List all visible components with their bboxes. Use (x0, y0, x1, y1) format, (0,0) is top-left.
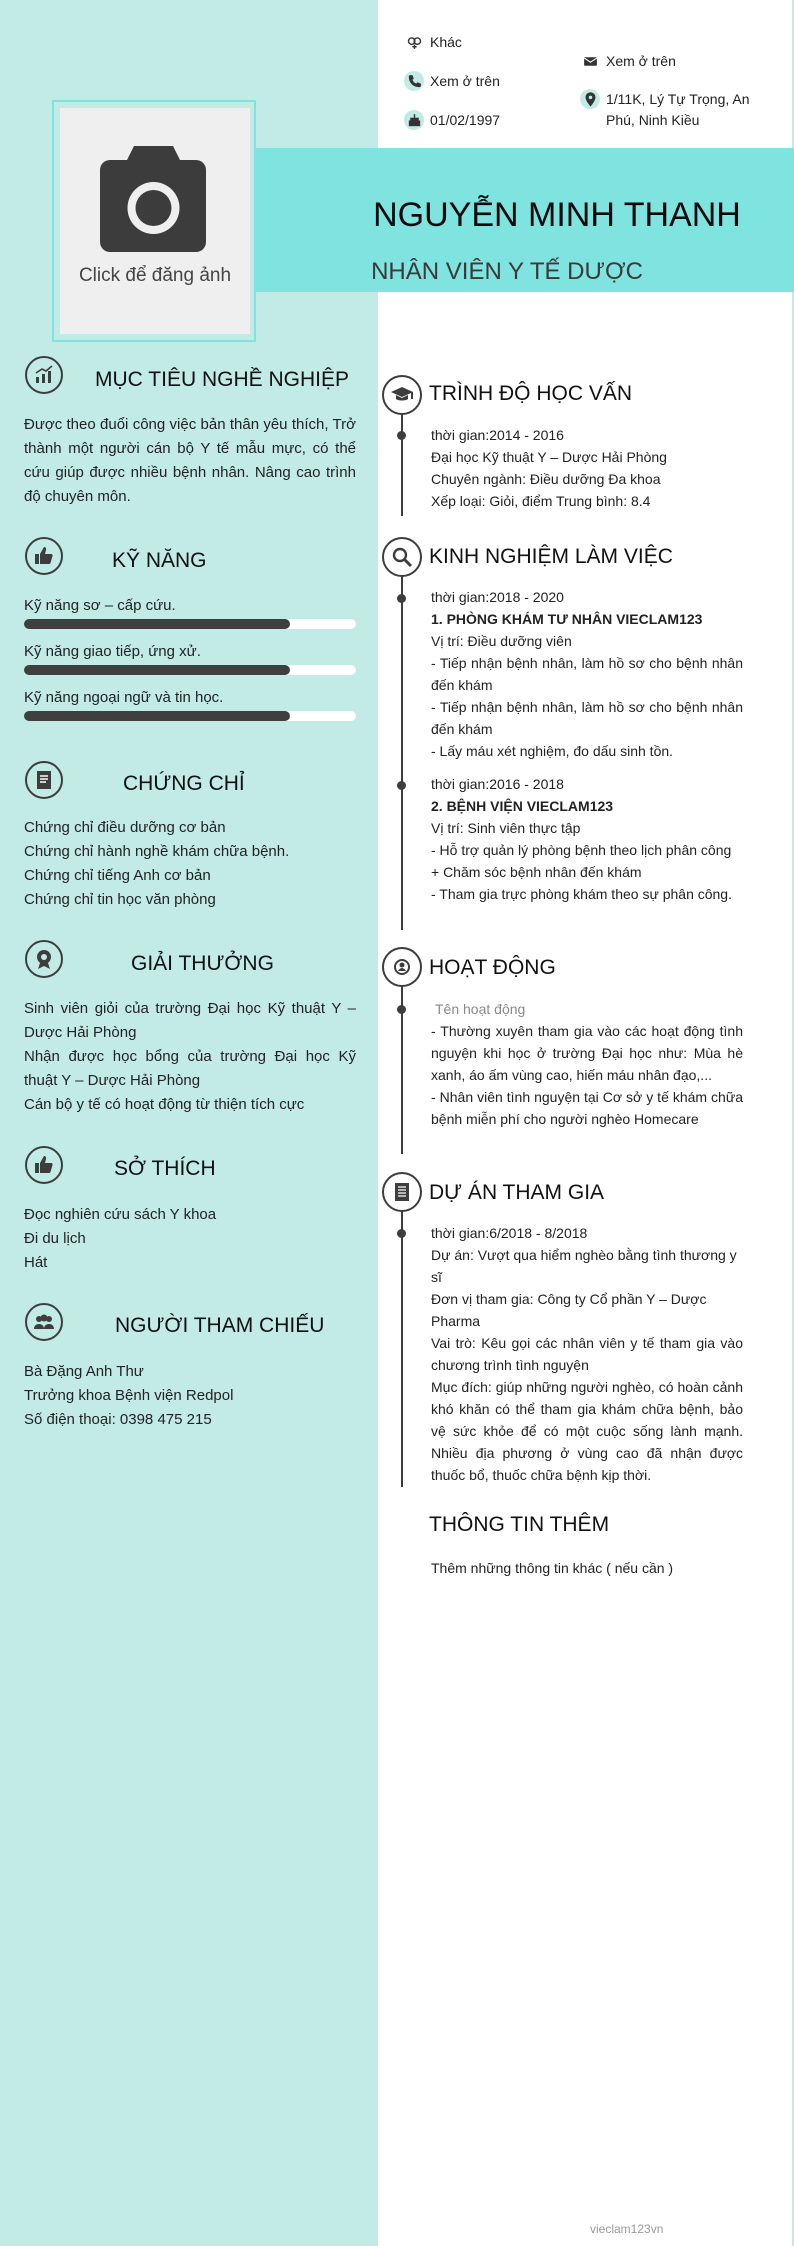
contact-address (580, 89, 760, 131)
job-role: Vị trí: Điều dưỡng viên (431, 633, 572, 649)
awards-title: GIẢI THƯỞNG (131, 952, 274, 975)
activities-timeline (401, 968, 403, 1154)
phone-icon (404, 71, 424, 91)
award-item: Cán bộ y tế có hoạt động từ thiện tích cực (24, 1096, 305, 1113)
contact-phone (404, 71, 500, 92)
job-duty: - Tiếp nhận bệnh nhân, làm hồ sơ cho bệnh nhân đến khám (431, 655, 743, 693)
objective-title: MỤC TIÊU NGHỀ NGHIỆP (95, 368, 349, 391)
education-dot (397, 431, 406, 440)
award-item: Sinh viên giỏi của trường Đại học Kỹ thuật Y – Dược Hải Phòng (24, 1000, 356, 1041)
contact-birthday (404, 110, 500, 131)
address-value: 1/11K, Lý Tự Trọng, An Phú, Ninh Kiều (606, 91, 750, 128)
job-dot (397, 781, 406, 790)
education-school: Đại học Kỹ thuật Y – Dược Hải Phòng (431, 449, 667, 465)
graduation-cap-icon (390, 383, 414, 407)
chart-growth-icon (32, 363, 56, 387)
skill-level-track (24, 619, 356, 629)
job-duty: - Hỗ trợ quản lý phòng bệnh theo lịch phân công (431, 842, 732, 858)
education-details (431, 424, 743, 512)
certificate-document-icon (32, 768, 56, 792)
awards-icon-wrap (25, 940, 63, 978)
project-org: Đơn vị tham gia: Công ty Cổ phần Y – Dược Pharma (431, 1291, 707, 1329)
reference-item: Số điện thoại: 0398 475 215 (24, 1411, 212, 1428)
email-value: Xem ở trên (606, 53, 676, 69)
reference-item: Bà Đặng Anh Thư (24, 1363, 144, 1380)
education-time: thời gian:2014 - 2016 (431, 427, 564, 443)
awards-list (24, 997, 356, 1117)
job-duty: - Lấy máu xét nghiệm, đo dấu sinh tồn. (431, 743, 674, 759)
project-dot (397, 1229, 406, 1238)
activity-item: - Thường xuyên tham gia vào các hoạt động tình nguyện khi học ở trường Đại học như: Mùa hè xanh, áo ấm vùng cao, hiến máu nhân đạo,... (431, 1023, 743, 1083)
birthday-cake-icon (404, 110, 424, 130)
candidate-position: NHÂN VIÊN Y TẾ DƯỢC (371, 258, 643, 285)
job-time: thời gian:2018 - 2020 (431, 589, 564, 605)
additional-title: THÔNG TIN THÊM (429, 1513, 610, 1536)
hobbies-icon-wrap (25, 1146, 63, 1184)
job-duty: - Tham gia trực phòng khám theo sự phân công. (431, 886, 732, 902)
phone-value: Xem ở trên (430, 73, 500, 89)
projects-title: DỰ ÁN THAM GIA (429, 1181, 605, 1204)
references-icon-wrap (25, 1303, 63, 1341)
hobby-item: Hát (24, 1254, 48, 1271)
projects-icon-wrap (382, 1172, 422, 1212)
project-list-icon (390, 1180, 414, 1204)
certificate-item: Chứng chỉ tin học văn phòng (24, 891, 216, 908)
thumbs-up-icon (32, 544, 56, 568)
skill-level-fill (24, 665, 290, 675)
people-group-icon (32, 1310, 56, 1334)
project-role: Vai trò: Kêu gọi các nhân viên y tế tham gia vào chương trình tình nguyện (431, 1335, 743, 1373)
job-duty: - Tiếp nhận bệnh nhân, làm hồ sơ cho bệnh nhân đến khám (431, 699, 743, 737)
certificate-item: Chứng chỉ tiếng Anh cơ bản (24, 867, 211, 884)
watermark: vieclam123vn (590, 2222, 664, 2236)
hobby-item: Đi du lịch (24, 1230, 86, 1247)
thumbs-up-icon (32, 1153, 56, 1177)
activity-people-icon (390, 955, 414, 979)
activity-dot (397, 1005, 406, 1014)
activity-item: - Nhân viên tình nguyện tại Cơ sở y tế khám chữa bệnh miễn phí cho người nghèo Homecare (431, 1089, 743, 1127)
award-item: Nhận được học bổng của trường Đại học Kỹ thuật Y – Dược Hải Phòng (24, 1048, 356, 1089)
job-time: thời gian:2016 - 2018 (431, 776, 564, 792)
email-icon (580, 51, 600, 71)
camera-icon[interactable] (96, 140, 211, 260)
job-entry-2 (431, 773, 743, 905)
experience-title: KINH NGHIỆM LÀM VIỆC (429, 545, 673, 568)
skill-level-track (24, 665, 356, 675)
education-major: Chuyên ngành: Điều dưỡng Đa khoa (431, 471, 661, 487)
skill-label: Kỹ năng ngoại ngữ và tin học. (24, 689, 224, 706)
project-time: thời gian:6/2018 - 8/2018 (431, 1225, 588, 1241)
education-title: TRÌNH ĐỘ HỌC VẤN (429, 382, 633, 405)
skill-label: Kỹ năng giao tiếp, ứng xử. (24, 643, 201, 660)
job-duty: + Chăm sóc bệnh nhân đến khám (431, 864, 642, 880)
hobbies-list (24, 1203, 356, 1275)
award-medal-icon (32, 947, 56, 971)
certificate-item: Chứng chỉ hành nghề khám chữa bệnh. (24, 843, 290, 860)
job-company: 1. PHÒNG KHÁM TƯ NHÂN VIECLAM123 (431, 611, 703, 627)
education-grade: Xếp loại: Giỏi, điểm Trung bình: 8.4 (431, 493, 651, 509)
activities-title: HOẠT ĐỘNG (429, 956, 556, 979)
hobby-item: Đọc nghiên cứu sách Y khoa (24, 1206, 217, 1223)
certificates-icon-wrap (25, 761, 63, 799)
skill-level-fill (24, 711, 290, 721)
birthday-value: 01/02/1997 (430, 112, 501, 128)
projects-details (431, 1222, 743, 1486)
location-pin-icon (580, 89, 600, 109)
job-role: Vị trí: Sinh viên thực tập (431, 820, 581, 836)
skill-label: Kỹ năng sơ – cấp cứu. (24, 597, 176, 614)
job-entry-1 (431, 586, 743, 762)
skill-level-track (24, 711, 356, 721)
project-name: Dự án: Vượt qua hiểm nghèo bằng tình thương y sĩ (431, 1247, 737, 1285)
education-icon-wrap (382, 375, 422, 415)
gender-value: Khác (430, 34, 462, 50)
objective-text: Được theo đuổi công việc bản thân yêu thích, Trở thành một người cán bộ Y tế mẫu mực, có thể cứu giúp được nhiều bệnh nhân. Nâng cao trình độ chuyên môn. (24, 416, 356, 505)
skill-level-fill (24, 619, 290, 629)
certificate-item: Chứng chỉ điều dưỡng cơ bản (24, 819, 226, 836)
experience-timeline (401, 558, 403, 930)
activity-name-placeholder[interactable]: Tên hoạt động (435, 1001, 526, 1017)
certificates-list (24, 816, 356, 912)
references-list (24, 1360, 356, 1432)
contact-gender (404, 32, 462, 53)
gender-icon (404, 32, 424, 52)
contact-email (580, 51, 676, 72)
reference-item: Trưởng khoa Bệnh viện Redpol (24, 1387, 234, 1404)
objective-icon-wrap (25, 356, 63, 394)
experience-icon-wrap (382, 537, 422, 577)
references-title: NGƯỜI THAM CHIẾU (115, 1314, 325, 1337)
activities-details (431, 998, 743, 1130)
hobbies-title: SỞ THÍCH (114, 1157, 216, 1180)
magnifier-icon (390, 545, 414, 569)
photo-upload-caption[interactable]: Click để đăng ảnh (78, 265, 232, 286)
job-dot (397, 594, 406, 603)
additional-text: Thêm những thông tin khác ( nếu cần ) (431, 1560, 674, 1576)
certificates-title: CHỨNG CHỈ (123, 772, 245, 795)
activities-icon-wrap (382, 947, 422, 987)
candidate-name: NGUYỄN MINH THANH (373, 196, 741, 234)
skills-icon-wrap (25, 537, 63, 575)
job-company: 2. BỆNH VIỆN VIECLAM123 (431, 798, 614, 814)
project-goal: Mục đích: giúp những người nghèo, có hoàn cảnh khó khăn có thể tham gia khám chữa bệnh, bảo vệ sức khỏe để có một cuộc sống lành mạnh. Nhiều địa phương ở vùng cao đã nhận được thuốc bổ, thuốc chữa bệnh kịp thời. (431, 1379, 743, 1483)
skills-title: KỸ NĂNG (112, 549, 207, 572)
